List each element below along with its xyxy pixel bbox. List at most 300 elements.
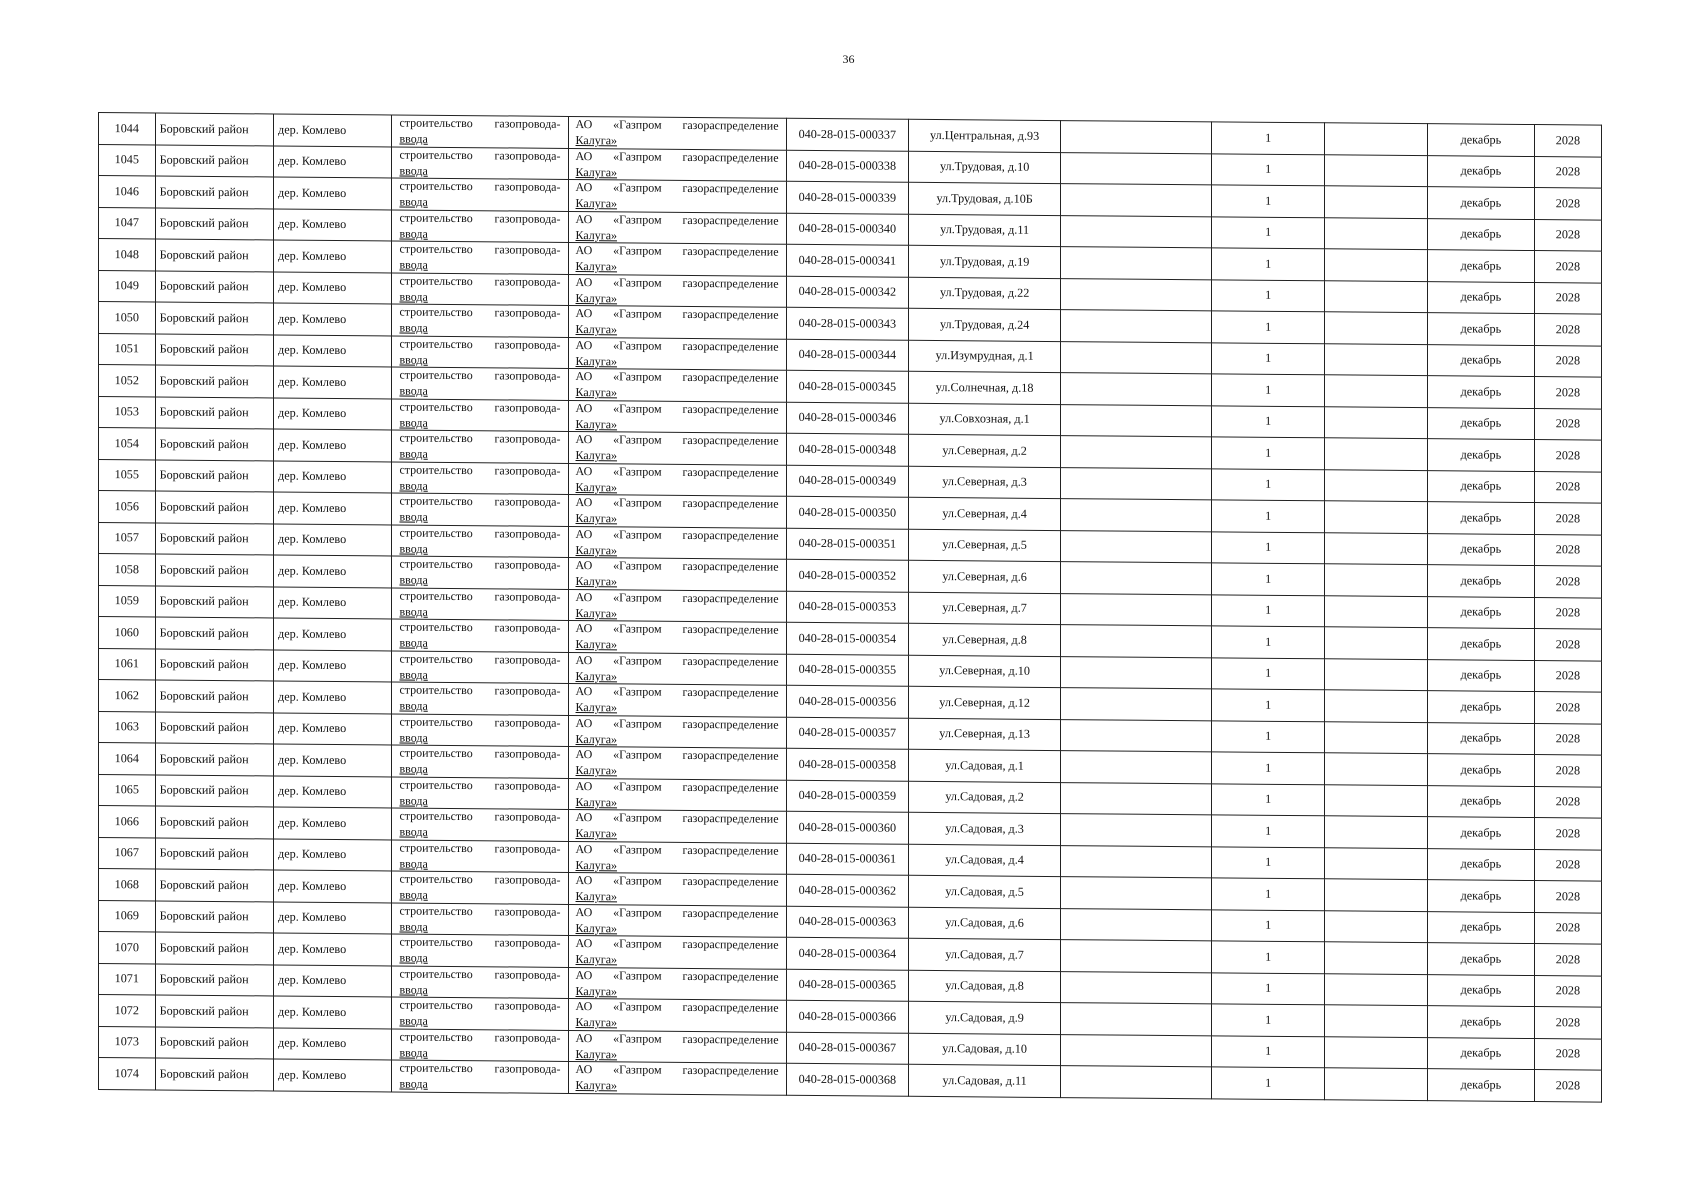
work-type-word-3: ввода xyxy=(399,415,428,430)
empty-cell xyxy=(1061,467,1212,500)
empty-cell xyxy=(1325,1068,1428,1100)
org-word-1: АО xyxy=(575,873,593,888)
district-cell: Боровский район xyxy=(155,428,273,460)
settlement-cell: дер. Комлево xyxy=(274,681,392,713)
object-code-cell: 040-28-015-000346 xyxy=(786,402,909,435)
row-number-cell: 1053 xyxy=(99,396,156,428)
quantity-cell: 1 xyxy=(1212,815,1325,847)
year-cell: 2028 xyxy=(1534,156,1601,188)
org-word-1: АО xyxy=(575,841,593,856)
quantity-cell: 1 xyxy=(1212,468,1325,500)
work-type-word-2: газопровода- xyxy=(494,652,561,667)
object-code-cell: 040-28-015-000349 xyxy=(786,465,909,498)
org-word-2: «Газпром xyxy=(613,464,662,479)
quantity-cell: 1 xyxy=(1212,1004,1325,1036)
org-word-3: газораспределение xyxy=(682,244,779,259)
work-type-word-3: ввода xyxy=(399,1013,428,1029)
empty-cell xyxy=(1325,910,1428,942)
org-word-3: газораспределение xyxy=(682,811,779,826)
row-number-cell: 1066 xyxy=(99,806,156,838)
org-word-4: Калуга» xyxy=(575,700,618,715)
district-cell: Боровский район xyxy=(155,207,273,239)
org-word-4: Калуга» xyxy=(575,227,618,243)
quantity-cell: 1 xyxy=(1212,311,1325,343)
row-number-cell: 1055 xyxy=(99,459,156,491)
empty-cell xyxy=(1325,501,1428,533)
org-word-4: Калуга» xyxy=(575,1078,618,1093)
row-number-cell: 1069 xyxy=(99,900,156,932)
quantity-cell: 1 xyxy=(1212,122,1325,154)
settlement-cell: дер. Комлево xyxy=(274,366,392,398)
org-word-4: Калуга» xyxy=(575,416,618,432)
address-cell: ул.Трудовая, д.19 xyxy=(909,245,1061,278)
org-word-4: Калуга» xyxy=(575,1046,618,1062)
empty-cell xyxy=(1325,375,1428,407)
year-cell: 2028 xyxy=(1534,1038,1601,1070)
organization-cell xyxy=(568,683,786,716)
work-type-word-3: ввода xyxy=(399,667,428,682)
work-type-word-3: ввода xyxy=(399,730,428,745)
settlement-cell: дер. Комлево xyxy=(274,429,392,461)
org-word-2: «Газпром xyxy=(613,212,662,227)
org-word-4: Калуга» xyxy=(575,164,618,180)
work-type-word-2: газопровода- xyxy=(494,463,561,478)
empty-cell xyxy=(1325,627,1428,659)
work-type-cell xyxy=(392,1028,568,1061)
work-type-cell xyxy=(392,146,568,179)
row-number-cell: 1063 xyxy=(99,711,156,743)
month-cell: декабрь xyxy=(1427,470,1534,502)
object-code-cell: 040-28-015-000344 xyxy=(786,339,909,372)
org-word-3: газораспределение xyxy=(682,1031,779,1047)
work-type-word-1: строительство xyxy=(399,525,473,540)
quantity-cell: 1 xyxy=(1212,1035,1325,1067)
work-type-cell xyxy=(392,272,568,305)
object-code-cell: 040-28-015-000368 xyxy=(786,1063,909,1096)
organization-cell xyxy=(568,211,786,244)
org-word-3: газораспределение xyxy=(682,149,779,165)
address-cell: ул.Трудовая, д.10 xyxy=(909,151,1061,184)
month-cell: декабрь xyxy=(1427,722,1534,754)
month-cell: декабрь xyxy=(1427,281,1534,313)
empty-cell xyxy=(1061,656,1212,689)
settlement-cell: дер. Комлево xyxy=(274,1027,392,1059)
district-cell: Боровский район xyxy=(155,365,273,397)
quantity-cell: 1 xyxy=(1212,405,1325,437)
settlement-cell: дер. Комлево xyxy=(274,870,392,902)
work-type-cell xyxy=(392,839,568,872)
district-cell: Боровский район xyxy=(155,648,273,680)
work-type-word-3: ввода xyxy=(399,856,428,871)
org-word-1: АО xyxy=(575,306,593,321)
quantity-cell: 1 xyxy=(1212,594,1325,626)
object-code-cell: 040-28-015-000356 xyxy=(786,685,909,718)
district-cell: Боровский район xyxy=(155,270,273,302)
organization-cell xyxy=(568,715,786,748)
empty-cell xyxy=(1061,625,1212,658)
settlement-cell: дер. Комлево xyxy=(274,523,392,555)
row-number-cell: 1057 xyxy=(99,522,156,554)
organization-cell xyxy=(568,809,786,842)
org-word-1: АО xyxy=(575,400,593,415)
year-cell: 2028 xyxy=(1534,1007,1601,1039)
empty-cell xyxy=(1325,343,1428,375)
work-type-cell xyxy=(392,430,568,463)
org-word-1: АО xyxy=(575,180,593,195)
quantity-cell: 1 xyxy=(1212,878,1325,910)
org-word-3: газораспределение xyxy=(682,370,779,385)
org-word-2: «Газпром xyxy=(613,810,662,825)
org-word-4: Калуга» xyxy=(575,290,618,306)
year-cell: 2028 xyxy=(1534,408,1601,440)
empty-cell xyxy=(1325,532,1428,564)
empty-cell xyxy=(1325,847,1428,879)
empty-cell xyxy=(1061,782,1212,815)
quantity-cell: 1 xyxy=(1212,1067,1325,1099)
object-code-cell: 040-28-015-000358 xyxy=(786,748,909,781)
address-cell: ул.Изумрудная, д.1 xyxy=(909,340,1061,373)
organization-cell xyxy=(568,841,786,874)
empty-cell xyxy=(1061,341,1212,374)
empty-cell xyxy=(1061,310,1212,343)
object-code-cell: 040-28-015-000343 xyxy=(786,307,909,340)
organization-cell xyxy=(568,337,786,370)
district-cell: Боровский район xyxy=(155,963,273,995)
address-cell: ул.Трудовая, д.10Б xyxy=(909,182,1061,215)
empty-cell xyxy=(1061,184,1212,217)
org-word-2: «Газпром xyxy=(613,306,662,321)
object-code-cell: 040-28-015-000367 xyxy=(786,1032,909,1065)
settlement-cell: дер. Комлево xyxy=(274,618,392,650)
address-cell: ул.Северная, д.10 xyxy=(909,655,1061,688)
work-type-word-3: ввода xyxy=(399,478,428,493)
org-word-1: АО xyxy=(575,243,593,258)
year-cell: 2028 xyxy=(1534,440,1601,472)
month-cell: декабрь xyxy=(1427,691,1534,723)
month-cell: декабрь xyxy=(1427,124,1534,156)
work-type-word-3: ввода xyxy=(399,1045,428,1060)
org-word-1: АО xyxy=(575,369,593,384)
org-word-2: «Газпром xyxy=(613,275,662,290)
quantity-cell: 1 xyxy=(1212,626,1325,658)
org-word-1: АО xyxy=(575,211,593,226)
work-type-word-3: ввода xyxy=(399,383,428,399)
work-type-word-3: ввода xyxy=(399,698,428,714)
object-code-cell: 040-28-015-000342 xyxy=(786,276,909,309)
org-word-1: АО xyxy=(575,558,593,573)
year-cell: 2028 xyxy=(1534,282,1601,314)
work-type-cell xyxy=(392,556,568,589)
org-word-2: «Газпром xyxy=(613,905,662,920)
org-word-2: «Газпром xyxy=(613,432,662,447)
work-type-cell xyxy=(392,745,568,778)
work-type-word-2: газопровода- xyxy=(494,400,561,415)
object-code-cell: 040-28-015-000353 xyxy=(786,591,909,624)
work-type-word-3: ввода xyxy=(399,289,428,304)
month-cell: декабрь xyxy=(1427,439,1534,471)
org-word-1: АО xyxy=(575,526,593,541)
object-code-cell: 040-28-015-000355 xyxy=(786,654,909,687)
month-cell: декабрь xyxy=(1427,502,1534,534)
org-word-1: АО xyxy=(575,936,593,951)
year-cell: 2028 xyxy=(1534,755,1601,787)
work-type-word-1: строительство xyxy=(399,115,473,131)
empty-cell xyxy=(1325,564,1428,596)
work-type-word-2: газопровода- xyxy=(494,1030,561,1045)
row-number-cell: 1064 xyxy=(99,743,156,775)
year-cell: 2028 xyxy=(1534,881,1601,913)
empty-cell xyxy=(1061,971,1212,1004)
empty-cell xyxy=(1325,154,1428,186)
month-cell: декабрь xyxy=(1427,376,1534,408)
org-word-3: газораспределение xyxy=(682,779,779,795)
district-cell: Боровский район xyxy=(155,491,273,523)
empty-cell xyxy=(1325,973,1428,1005)
org-word-4: Калуга» xyxy=(575,542,618,558)
district-cell: Боровский район xyxy=(155,302,273,334)
address-cell: ул.Северная, д.2 xyxy=(909,434,1061,467)
settlement-cell: дер. Комлево xyxy=(274,744,392,776)
organization-cell xyxy=(568,368,786,401)
month-cell: декабрь xyxy=(1427,911,1534,943)
org-word-4: Калуга» xyxy=(575,448,618,463)
work-type-word-3: ввода xyxy=(399,320,428,336)
work-type-word-1: строительство xyxy=(399,462,473,477)
settlement-cell: дер. Комлево xyxy=(274,964,392,996)
work-type-word-2: газопровода- xyxy=(494,368,561,384)
object-code-cell: 040-28-015-000360 xyxy=(786,811,909,844)
object-code-cell: 040-28-015-000357 xyxy=(786,717,909,750)
work-type-word-2: газопровода- xyxy=(494,935,561,951)
org-word-3: газораспределение xyxy=(682,527,779,543)
quantity-cell: 1 xyxy=(1212,657,1325,689)
work-type-word-2: газопровода- xyxy=(494,179,561,195)
work-type-cell xyxy=(392,461,568,494)
settlement-cell: дер. Комлево xyxy=(274,271,392,303)
org-word-4: Калуга» xyxy=(575,196,618,211)
organization-cell xyxy=(568,872,786,905)
district-cell: Боровский район xyxy=(155,522,273,554)
quantity-cell: 1 xyxy=(1212,185,1325,217)
object-code-cell: 040-28-015-000363 xyxy=(786,906,909,939)
organization-cell xyxy=(568,620,786,653)
empty-cell xyxy=(1325,721,1428,753)
work-type-word-1: строительство xyxy=(399,336,473,351)
work-type-word-3: ввода xyxy=(399,446,428,462)
year-cell: 2028 xyxy=(1534,629,1601,661)
month-cell: декабрь xyxy=(1427,1069,1534,1101)
year-cell: 2028 xyxy=(1534,534,1601,566)
district-cell: Боровский район xyxy=(155,680,273,712)
empty-cell xyxy=(1061,530,1212,563)
org-word-3: газораспределение xyxy=(682,275,779,291)
month-cell: декабрь xyxy=(1427,533,1534,565)
empty-cell xyxy=(1061,877,1212,910)
org-word-2: «Газпром xyxy=(613,968,662,983)
settlement-cell: дер. Комлево xyxy=(274,712,392,744)
month-cell: декабрь xyxy=(1427,565,1534,597)
work-type-word-1: строительство xyxy=(399,997,473,1013)
organization-cell xyxy=(568,589,786,622)
address-cell: ул.Садовая, д.2 xyxy=(909,781,1061,814)
organization-cell xyxy=(568,400,786,433)
work-type-word-2: газопровода- xyxy=(494,872,561,888)
org-word-4: Калуга» xyxy=(575,1015,618,1030)
month-cell: декабрь xyxy=(1427,155,1534,187)
quantity-cell: 1 xyxy=(1212,153,1325,185)
row-number-cell: 1072 xyxy=(99,995,156,1027)
row-number-cell: 1050 xyxy=(99,302,156,334)
org-word-2: «Газпром xyxy=(613,653,662,668)
quantity-cell: 1 xyxy=(1212,437,1325,469)
org-word-2: «Газпром xyxy=(613,590,662,605)
work-type-word-2: газопровода- xyxy=(494,715,561,730)
work-type-word-3: ввода xyxy=(399,824,428,840)
address-cell: ул.Северная, д.7 xyxy=(909,592,1061,625)
object-code-cell: 040-28-015-000345 xyxy=(786,370,909,403)
quantity-cell: 1 xyxy=(1212,279,1325,311)
work-type-cell xyxy=(392,997,568,1030)
work-type-cell xyxy=(392,1060,568,1093)
work-type-word-2: газопровода- xyxy=(494,211,561,226)
org-word-3: газораспределение xyxy=(682,937,779,952)
work-type-cell xyxy=(392,587,568,620)
work-type-cell xyxy=(392,178,568,211)
address-cell: ул.Садовая, д.6 xyxy=(909,907,1061,940)
address-cell: ул.Трудовая, д.24 xyxy=(909,308,1061,341)
org-word-3: газораспределение xyxy=(682,433,779,448)
work-type-cell xyxy=(392,776,568,809)
address-cell: ул.Северная, д.12 xyxy=(909,686,1061,719)
org-word-3: газораспределение xyxy=(682,559,779,574)
row-number-cell: 1062 xyxy=(99,680,156,712)
year-cell: 2028 xyxy=(1534,818,1601,850)
org-word-3: газораспределение xyxy=(682,748,779,763)
empty-cell xyxy=(1061,436,1212,469)
work-type-word-3: ввода xyxy=(399,982,428,997)
district-cell: Боровский район xyxy=(155,932,273,964)
work-type-cell xyxy=(392,367,568,400)
work-type-word-2: газопровода- xyxy=(494,494,561,510)
address-cell: ул.Садовая, д.9 xyxy=(909,1001,1061,1034)
work-type-word-1: строительство xyxy=(399,556,473,572)
organization-cell xyxy=(568,305,786,338)
address-cell: ул.Садовая, д.8 xyxy=(909,970,1061,1003)
org-word-4: Калуга» xyxy=(575,511,618,526)
quantity-cell: 1 xyxy=(1212,720,1325,752)
quantity-cell: 1 xyxy=(1212,941,1325,973)
year-cell: 2028 xyxy=(1534,314,1601,346)
district-cell: Боровский район xyxy=(155,1026,273,1058)
org-word-1: АО xyxy=(575,463,593,478)
row-number-cell: 1061 xyxy=(99,648,156,680)
quantity-cell: 1 xyxy=(1212,374,1325,406)
address-cell: ул.Северная, д.6 xyxy=(909,560,1061,593)
month-cell: декабрь xyxy=(1427,187,1534,219)
district-cell: Боровский район xyxy=(155,869,273,901)
quantity-cell: 1 xyxy=(1212,972,1325,1004)
empty-cell xyxy=(1325,406,1428,438)
work-type-word-1: строительство xyxy=(399,210,473,225)
empty-cell xyxy=(1325,1005,1428,1037)
org-word-3: газораспределение xyxy=(682,653,779,669)
work-type-word-3: ввода xyxy=(399,761,428,777)
org-word-1: АО xyxy=(575,652,593,667)
organization-cell xyxy=(568,1030,786,1063)
organization-cell xyxy=(568,116,786,149)
work-type-word-2: газопровода- xyxy=(494,305,561,321)
address-cell: ул.Центральная, д.93 xyxy=(909,119,1061,152)
org-word-3: газораспределение xyxy=(682,905,779,921)
organization-cell xyxy=(568,494,786,527)
org-word-4: Калуга» xyxy=(575,133,618,148)
settlement-cell: дер. Комлево xyxy=(274,460,392,492)
year-cell: 2028 xyxy=(1534,597,1601,629)
work-type-word-2: газопровода- xyxy=(494,620,561,636)
work-type-cell xyxy=(392,902,568,935)
work-type-word-1: строительство xyxy=(399,903,473,918)
org-word-2: «Газпром xyxy=(613,747,662,762)
org-word-2: «Газпром xyxy=(613,684,662,699)
month-cell: декабрь xyxy=(1427,407,1534,439)
empty-cell xyxy=(1325,658,1428,690)
org-word-4: Калуга» xyxy=(575,794,618,810)
org-word-4: Калуга» xyxy=(575,385,618,400)
month-cell: декабрь xyxy=(1427,250,1534,282)
org-word-2: «Газпром xyxy=(613,495,662,510)
settlement-cell: дер. Комлево xyxy=(274,145,392,177)
row-number-cell: 1046 xyxy=(99,176,156,208)
work-type-word-1: строительство xyxy=(399,367,473,383)
org-word-1: АО xyxy=(575,715,593,730)
work-type-word-2: газопровода- xyxy=(494,526,561,541)
month-cell: декабрь xyxy=(1427,313,1534,345)
work-type-word-1: строительство xyxy=(399,682,473,698)
object-code-cell: 040-28-015-000337 xyxy=(786,118,909,151)
month-cell: декабрь xyxy=(1427,974,1534,1006)
object-code-cell: 040-28-015-000351 xyxy=(786,528,909,561)
year-cell: 2028 xyxy=(1534,912,1601,944)
quantity-cell: 1 xyxy=(1212,752,1325,784)
org-word-3: газораспределение xyxy=(682,181,779,196)
org-word-4: Калуга» xyxy=(575,731,618,747)
district-cell: Боровский район xyxy=(155,113,273,145)
work-type-word-1: строительство xyxy=(399,178,473,194)
org-word-2: «Газпром xyxy=(613,1031,662,1046)
year-cell: 2028 xyxy=(1534,660,1601,692)
empty-cell xyxy=(1061,719,1212,752)
row-number-cell: 1071 xyxy=(99,963,156,995)
work-type-word-2: газопровода- xyxy=(494,337,561,352)
empty-cell xyxy=(1325,217,1428,249)
month-cell: декабрь xyxy=(1427,218,1534,250)
work-type-word-3: ввода xyxy=(399,257,428,273)
org-word-2: «Газпром xyxy=(613,621,662,636)
empty-cell xyxy=(1325,469,1428,501)
empty-cell xyxy=(1061,247,1212,280)
empty-cell xyxy=(1061,404,1212,437)
settlement-cell: дер. Комлево xyxy=(274,334,392,366)
row-number-cell: 1067 xyxy=(99,837,156,869)
work-type-cell xyxy=(392,493,568,526)
year-cell: 2028 xyxy=(1534,125,1601,157)
address-cell: ул.Северная, д.4 xyxy=(909,497,1061,530)
year-cell: 2028 xyxy=(1534,345,1601,377)
work-type-cell xyxy=(392,209,568,242)
org-word-1: АО xyxy=(575,810,593,825)
settlement-cell: дер. Комлево xyxy=(274,1059,392,1091)
org-word-2: «Газпром xyxy=(613,999,662,1014)
